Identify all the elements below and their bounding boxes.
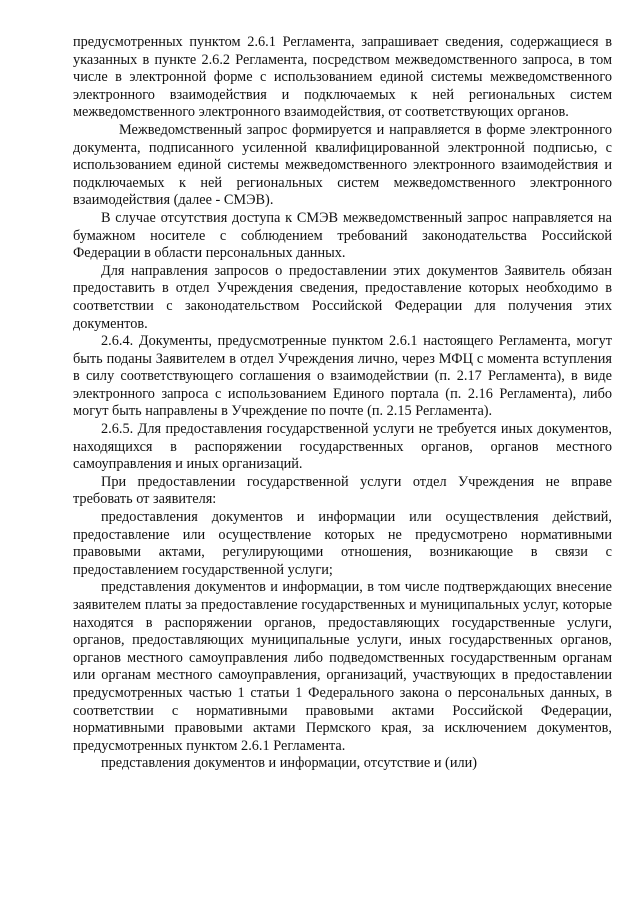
paragraph-9: представления документов и информации, в том числе подтверждающих внесение заявителем платы за предоставление государственных и муниципальных услуг, которые находятся в распоряжении органов, предоставляющих государственные услуги, органов, предоставляющих муниципальные услуги, иных государственных органов, органов местного самоуправления либо подведомственных государственным органам или органам местного самоуправления, организаций, участвующих в предоставлении предусмотренных частью 1 статьи 1 Федерального закона о персональных данных, в соответствии с нормативными правовыми актами Российской Федерации, нормативными правовыми актами Пермского края, за исключением документов, предусмотренных пунктом 2.6.1 Регламента. — [73, 579, 612, 754]
paragraph-10: представления документов и информации, отсутствие и (или) — [101, 755, 478, 772]
paragraph-7: При предоставлении государственной услуги отдел Учреждения не вправе требовать от заявителя: — [73, 473, 612, 508]
paragraph-3: В случае отсутствия доступа к СМЭВ межведомственный запрос направляется на бумажном носителе с соблюдением требований законодательства Российской Федерации в области персональных данных. — [73, 209, 612, 262]
paragraph-5: 2.6.4. Документы, предусмотренные пунктом 2.6.1 настоящего Регламента, могут быть поданы Заявителем в отдел Учреждения лично, через МФЦ с момента вступления в силу соответствующего соглашения о взаимодействии (п. 2.17 Регламента), в виде электронного запроса с использованием Единого портала (п. 2.16 Регламента), либо могут быть направлены в Учреждение по почте (п. 2.15 Регламента). — [73, 333, 612, 420]
paragraph-1: предусмотренных пунктом 2.6.1 Регламента, запрашивает сведения, содержащиеся в указанных в пункте 2.6.2 Регламента, посредством межведомственного запроса, в том числе в электронной форме с использованием единой системы межведомственного электронного взаимодействия и подключаемых к ней региональных систем межведомственного электронного взаимодействия, от соответствующих органов. — [73, 34, 612, 121]
paragraph-2: Межведомственный запрос формируется и направляется в форме электронного документа, подписанного усиленной квалифицированной электронной подписью, с использованием единой системы межведомственного электронного взаимодействия и подключаемых к ней региональных систем межведомственного электронного взаимодействия (далее - СМЭВ). — [73, 121, 612, 209]
paragraph-8: предоставления документов и информации или осуществления действий, предоставление или осуществление которых не предусмотрено нормативными правовыми актами, регулирующими отношения, возникающие в связи с предоставлением государственной услуги; — [73, 509, 612, 578]
paragraph-6: 2.6.5. Для предоставления государственной услуги не требуется иных документов, находящихся в распоряжении государственных органов, органов местного самоуправления и иных организаций. — [73, 421, 612, 473]
paragraph-4: Для направления запросов о предоставлении этих документов Заявитель обязан предоставить в отдел Учреждения сведения, предоставление которых необходимо в соответствии с законодательством Российской Федерации для получения этих документов. — [73, 262, 612, 332]
document-body — [73, 34, 612, 773]
